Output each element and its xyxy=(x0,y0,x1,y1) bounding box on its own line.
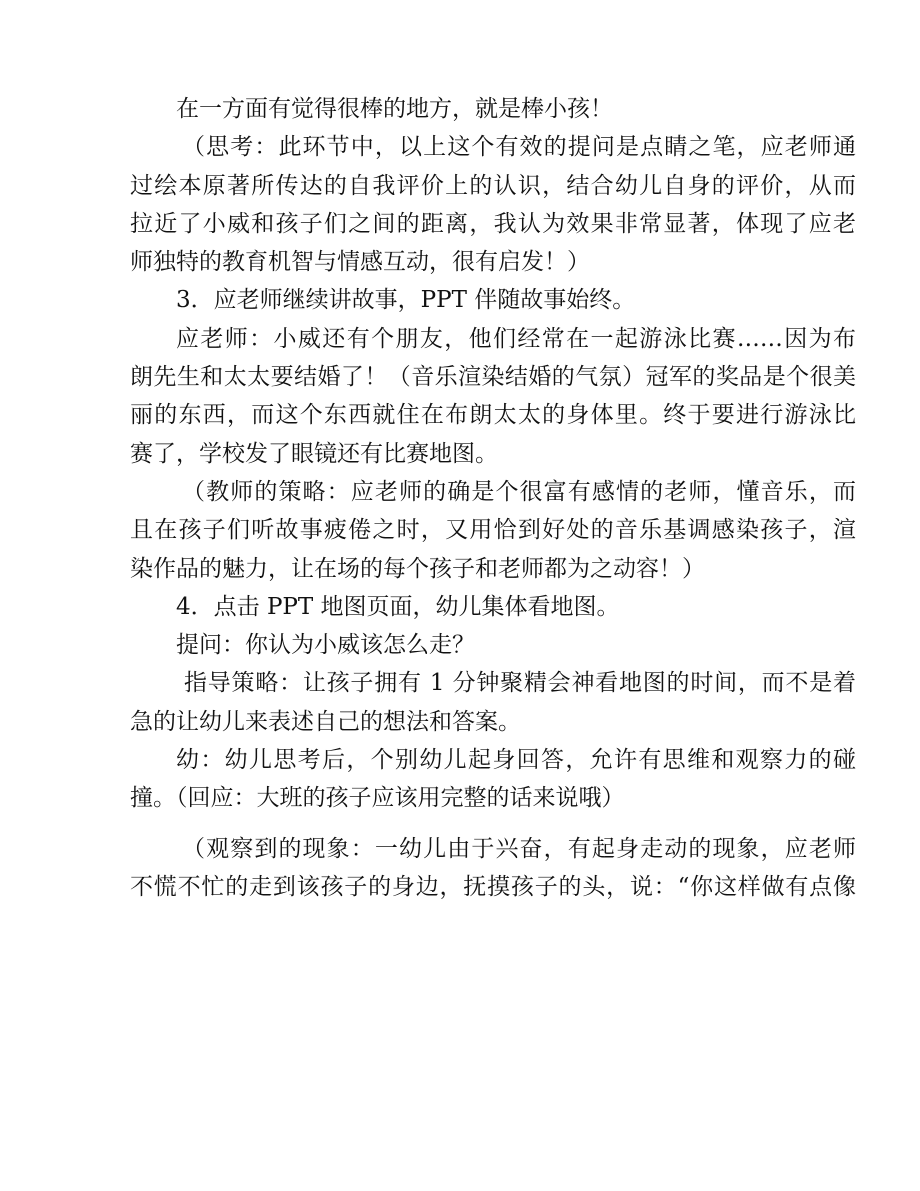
paragraph-line: 染作品的魅力，让在场的每个孩子和老师都为之动容！） xyxy=(130,555,705,582)
paragraph-line: （思考：此环节中，以上这个有效的提问是点睛之笔，应老师通 xyxy=(182,134,856,161)
paragraph-line: 在一方面有觉得很棒的地方，就是棒小孩！ xyxy=(176,96,613,122)
paragraph-line: 不慌不忙的走到该孩子的身边，抚摸孩子的头，说：“你这样做有点像 xyxy=(130,873,856,900)
paragraph-gap xyxy=(130,818,856,830)
paragraph-line: 幼：幼儿思考后，个别幼儿起身回答，允许有思维和观察力的碰 xyxy=(176,747,856,774)
paragraph-line: 丽的东西，而这个东西就住在布朗太太的身体里。终于要进行游泳比 xyxy=(130,402,856,429)
paragraph-line: 提问：你认为小威该怎么走？ xyxy=(176,632,475,659)
paragraph-line: （观察到的现象：一幼儿由于兴奋，有起身走动的现象，应老师 xyxy=(182,835,856,862)
paragraph-line: 撞。（回应：大班的孩子应该用完整的话来说哦） xyxy=(130,785,625,812)
paragraph-line: 急的让幼儿来表述自己的想法和答案。 xyxy=(130,708,521,735)
paragraph-line: 应老师：小威还有个朋友，他们经常在一起游泳比赛……因为布 xyxy=(176,325,856,352)
paragraph-line: 过绘本原著所传达的自我评价上的认识，结合幼儿自身的评价，从而 xyxy=(130,172,856,199)
paragraph-line: 朗先生和太太要结婚了！（音乐渲染结婚的气氛）冠军的奖品是个很美 xyxy=(130,364,856,391)
paragraph-line: （教师的策略：应老师的确是个很富有感情的老师，懂音乐，而 xyxy=(182,478,856,505)
section-heading: 3．应老师继续讲故事，PPT 伴随故事始终。 xyxy=(176,287,636,314)
section-heading: 4．点击 PPT 地图页面，幼儿集体看地图。 xyxy=(176,593,620,620)
paragraph-line: 师独特的教育机智与情感互动，很有启发！） xyxy=(130,249,590,276)
paragraph-line: 指导策略：让孩子拥有 1 分钟聚精会神看地图的时间，而不是着 xyxy=(184,670,856,697)
paragraph-line: 且在孩子们听故事疲倦之时，又用恰到好处的音乐基调感染孩子，渲 xyxy=(130,517,856,544)
paragraph-line: 拉近了小威和孩子们之间的距离，我认为效果非常显著，体现了应老 xyxy=(130,210,856,237)
paragraph-line: 赛了，学校发了眼镜还有比赛地图。 xyxy=(130,440,498,467)
document-body xyxy=(130,90,856,906)
